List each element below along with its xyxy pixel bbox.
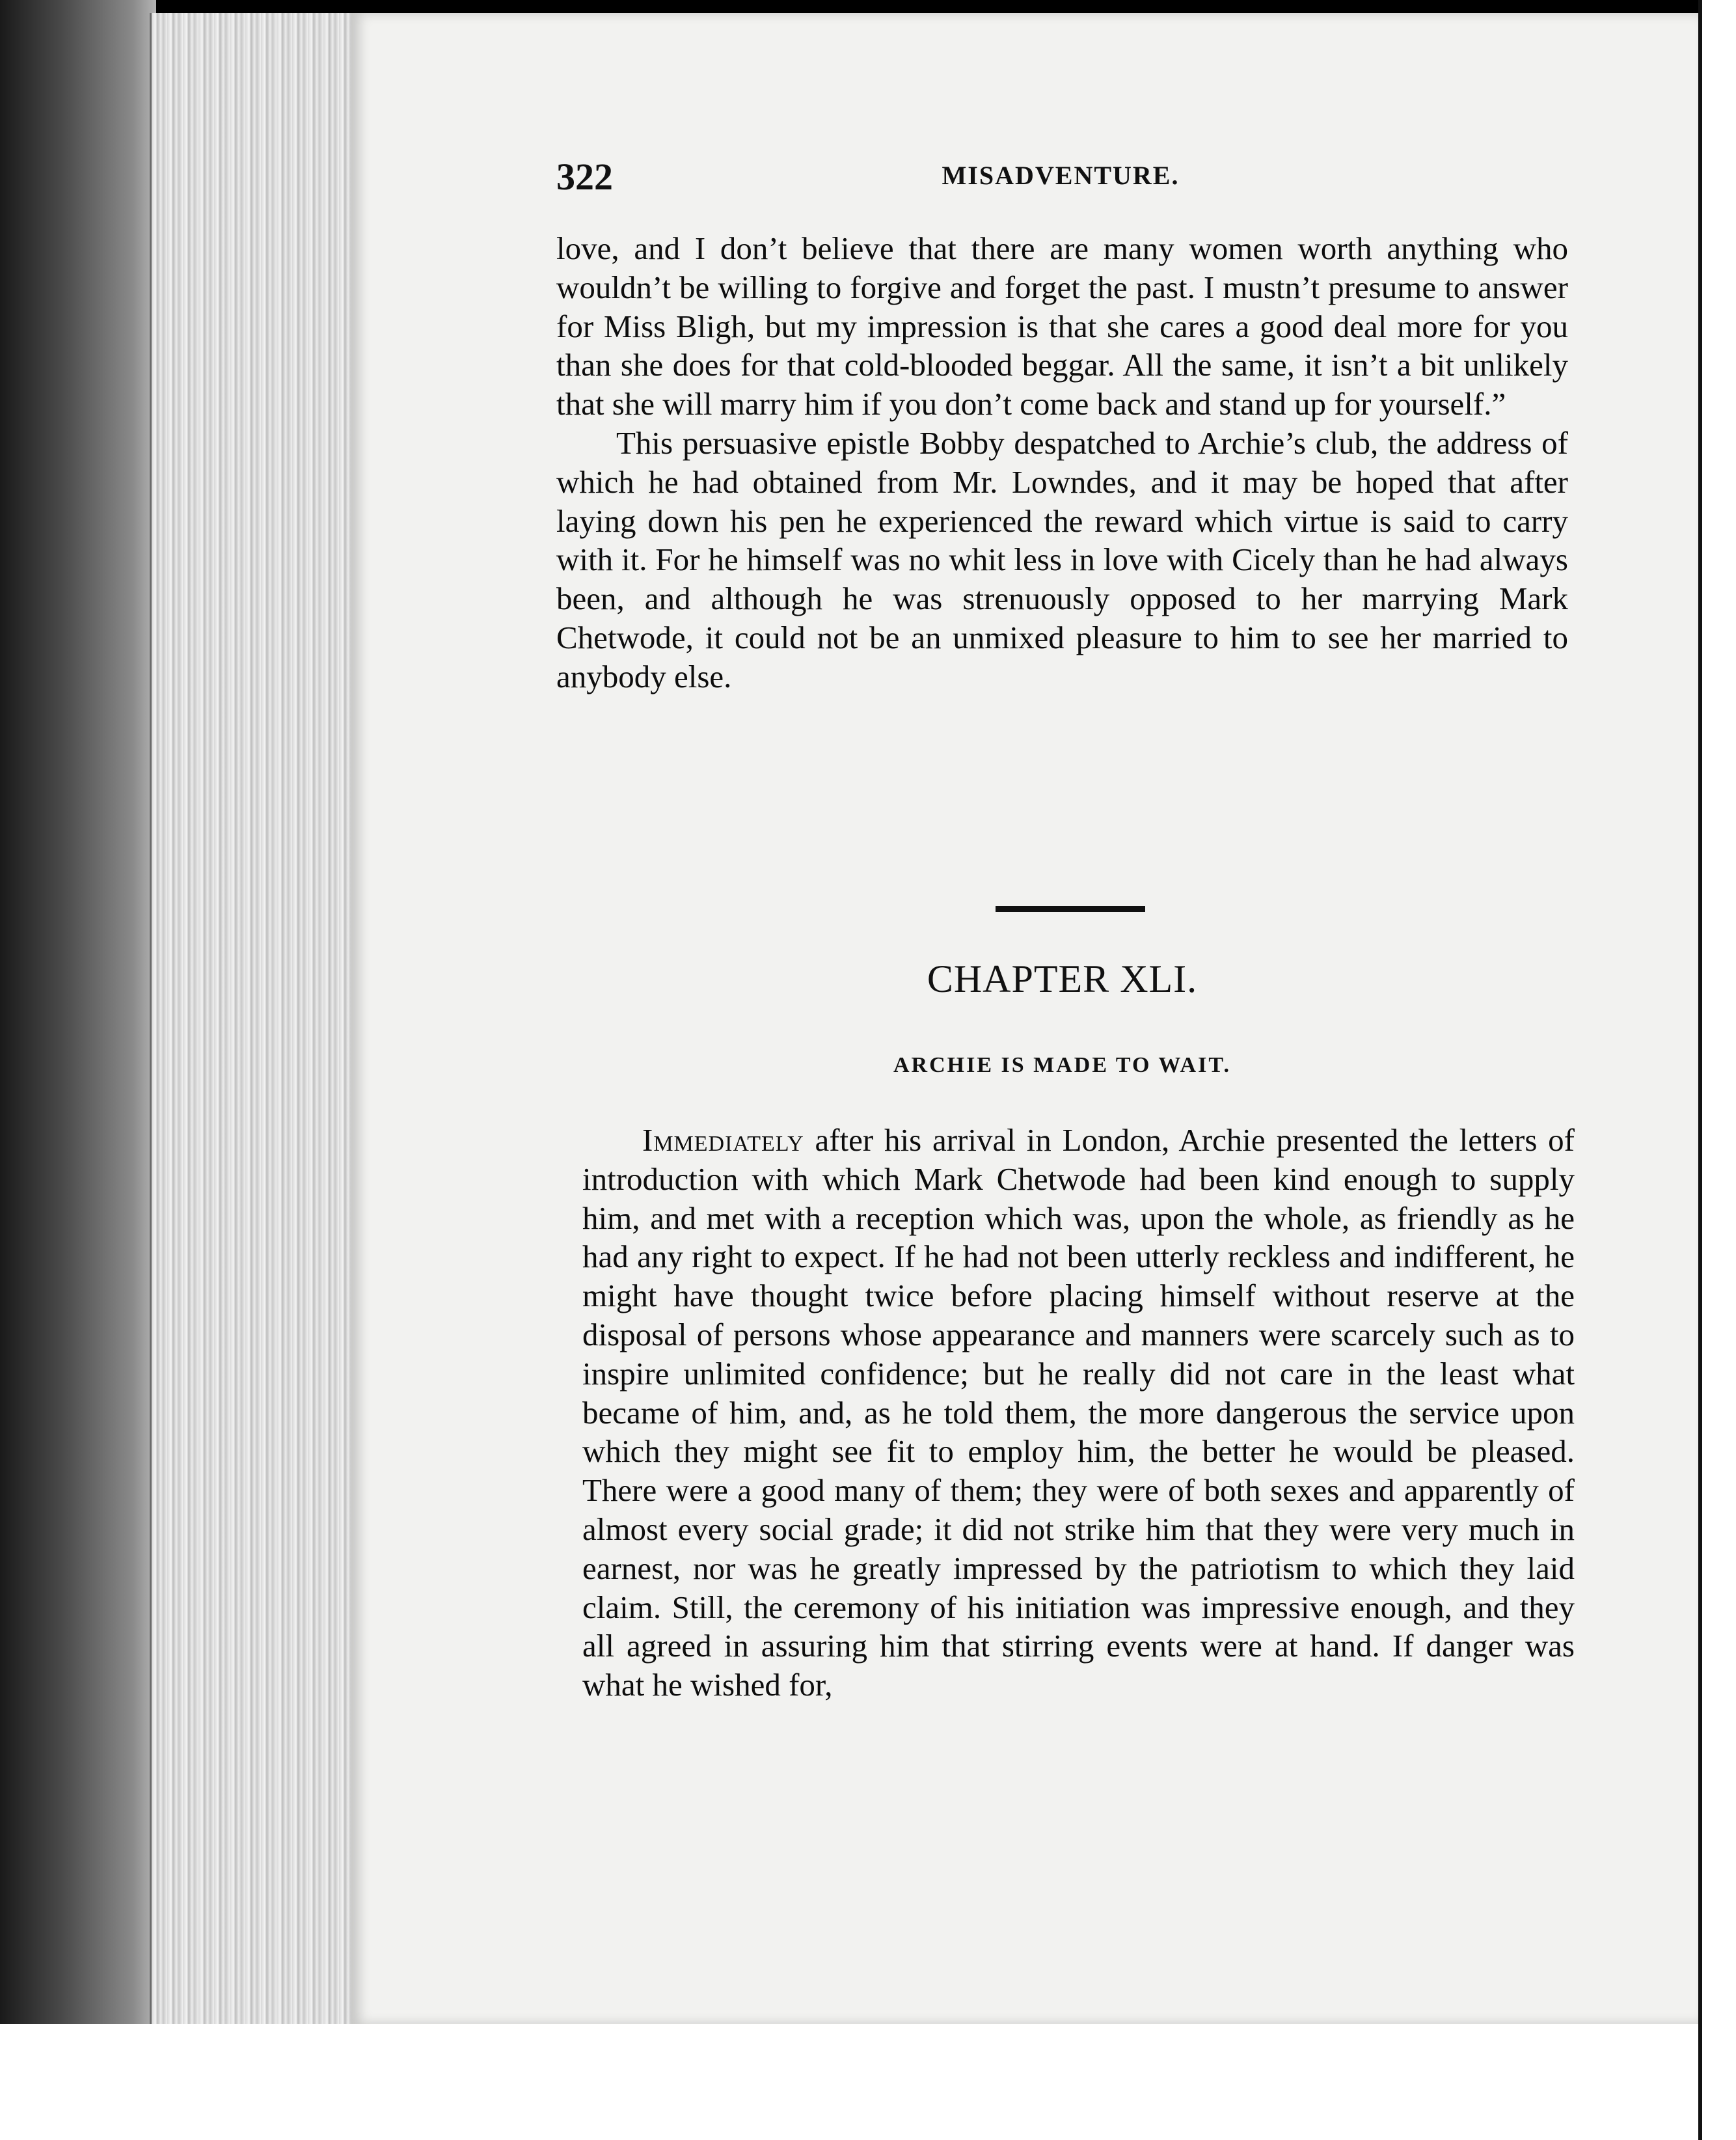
page-number: 322	[556, 156, 613, 198]
chapter-divider	[996, 906, 1145, 912]
paragraph-bobby: This persuasive epistle Bobby despatched to Archie’s club, the address of which he had obtained from Mr. Lowndes, and it may be hoped that after laying down his pen he experienced the reward which virtue is said to carry with it. For he himself was no whit less in love with Cicely than he had always been, and although he was strenuously opposed to her marrying Mark Chetwode, it could not be an unmixed pleasure to him to see her married to anybody else.	[556, 424, 1568, 694]
lead-word: Immediately	[642, 1122, 804, 1158]
running-title: MISADVENTURE.	[942, 161, 1180, 190]
text-block-chapter	[582, 1121, 1575, 1705]
chapter-title: CHAPTER XLI.	[927, 957, 1198, 1000]
scan-margin-bottom	[0, 2024, 1698, 2140]
page-edges	[150, 13, 360, 2031]
chapter-subtitle: ARCHIE IS MADE TO WAIT.	[893, 1053, 1231, 1077]
paragraph-chapter-body: after his arrival in London, Archie presented the letters of introduction with which Mark Chetwode had been kind enough to supply him, and met with a reception which was, upon the whole, as friendly as he had any right to expect. If he had not been utterly reckless and indifferent, he might have thought twice before placing himself without reserve at the disposal of persons whose appearance and manners were scarcely such as to inspire unlimited confidence; but he really did not care in the least what became of him, and, as he told them, the more dangerous the service upon which they might see fit to employ him, the better he would be pleased. There were a good many of them; they were of both sexes and apparently of almost every social grade; it did not strike him that they were very much in earnest, nor was he greatly impressed by the patriotism to which they laid claim. Still, the ceremony of his initiation was impressive enough, and they all agreed in assuring him that stirring events were at hand. If danger was what he wished for,	[582, 1122, 1575, 1703]
paragraph-chapter-opening	[582, 1121, 1575, 1705]
text-block-top	[556, 229, 1568, 696]
running-head	[556, 155, 1565, 198]
scan-margin-right	[1698, 0, 1736, 2140]
book-spine-shadow	[0, 0, 156, 2140]
paragraph-letter-end: love, and I don’t believe that there are many women worth anything who wouldn’t be willing to forgive and forget the past. I mustn’t presume to answer for Miss Bligh, but my impression is that she cares a good deal more for you than she does for that cold-blooded beggar. All the same, it isn’t a bit unlikely that she will marry him if you don’t come back and stand up for yourself.”	[556, 230, 1568, 422]
